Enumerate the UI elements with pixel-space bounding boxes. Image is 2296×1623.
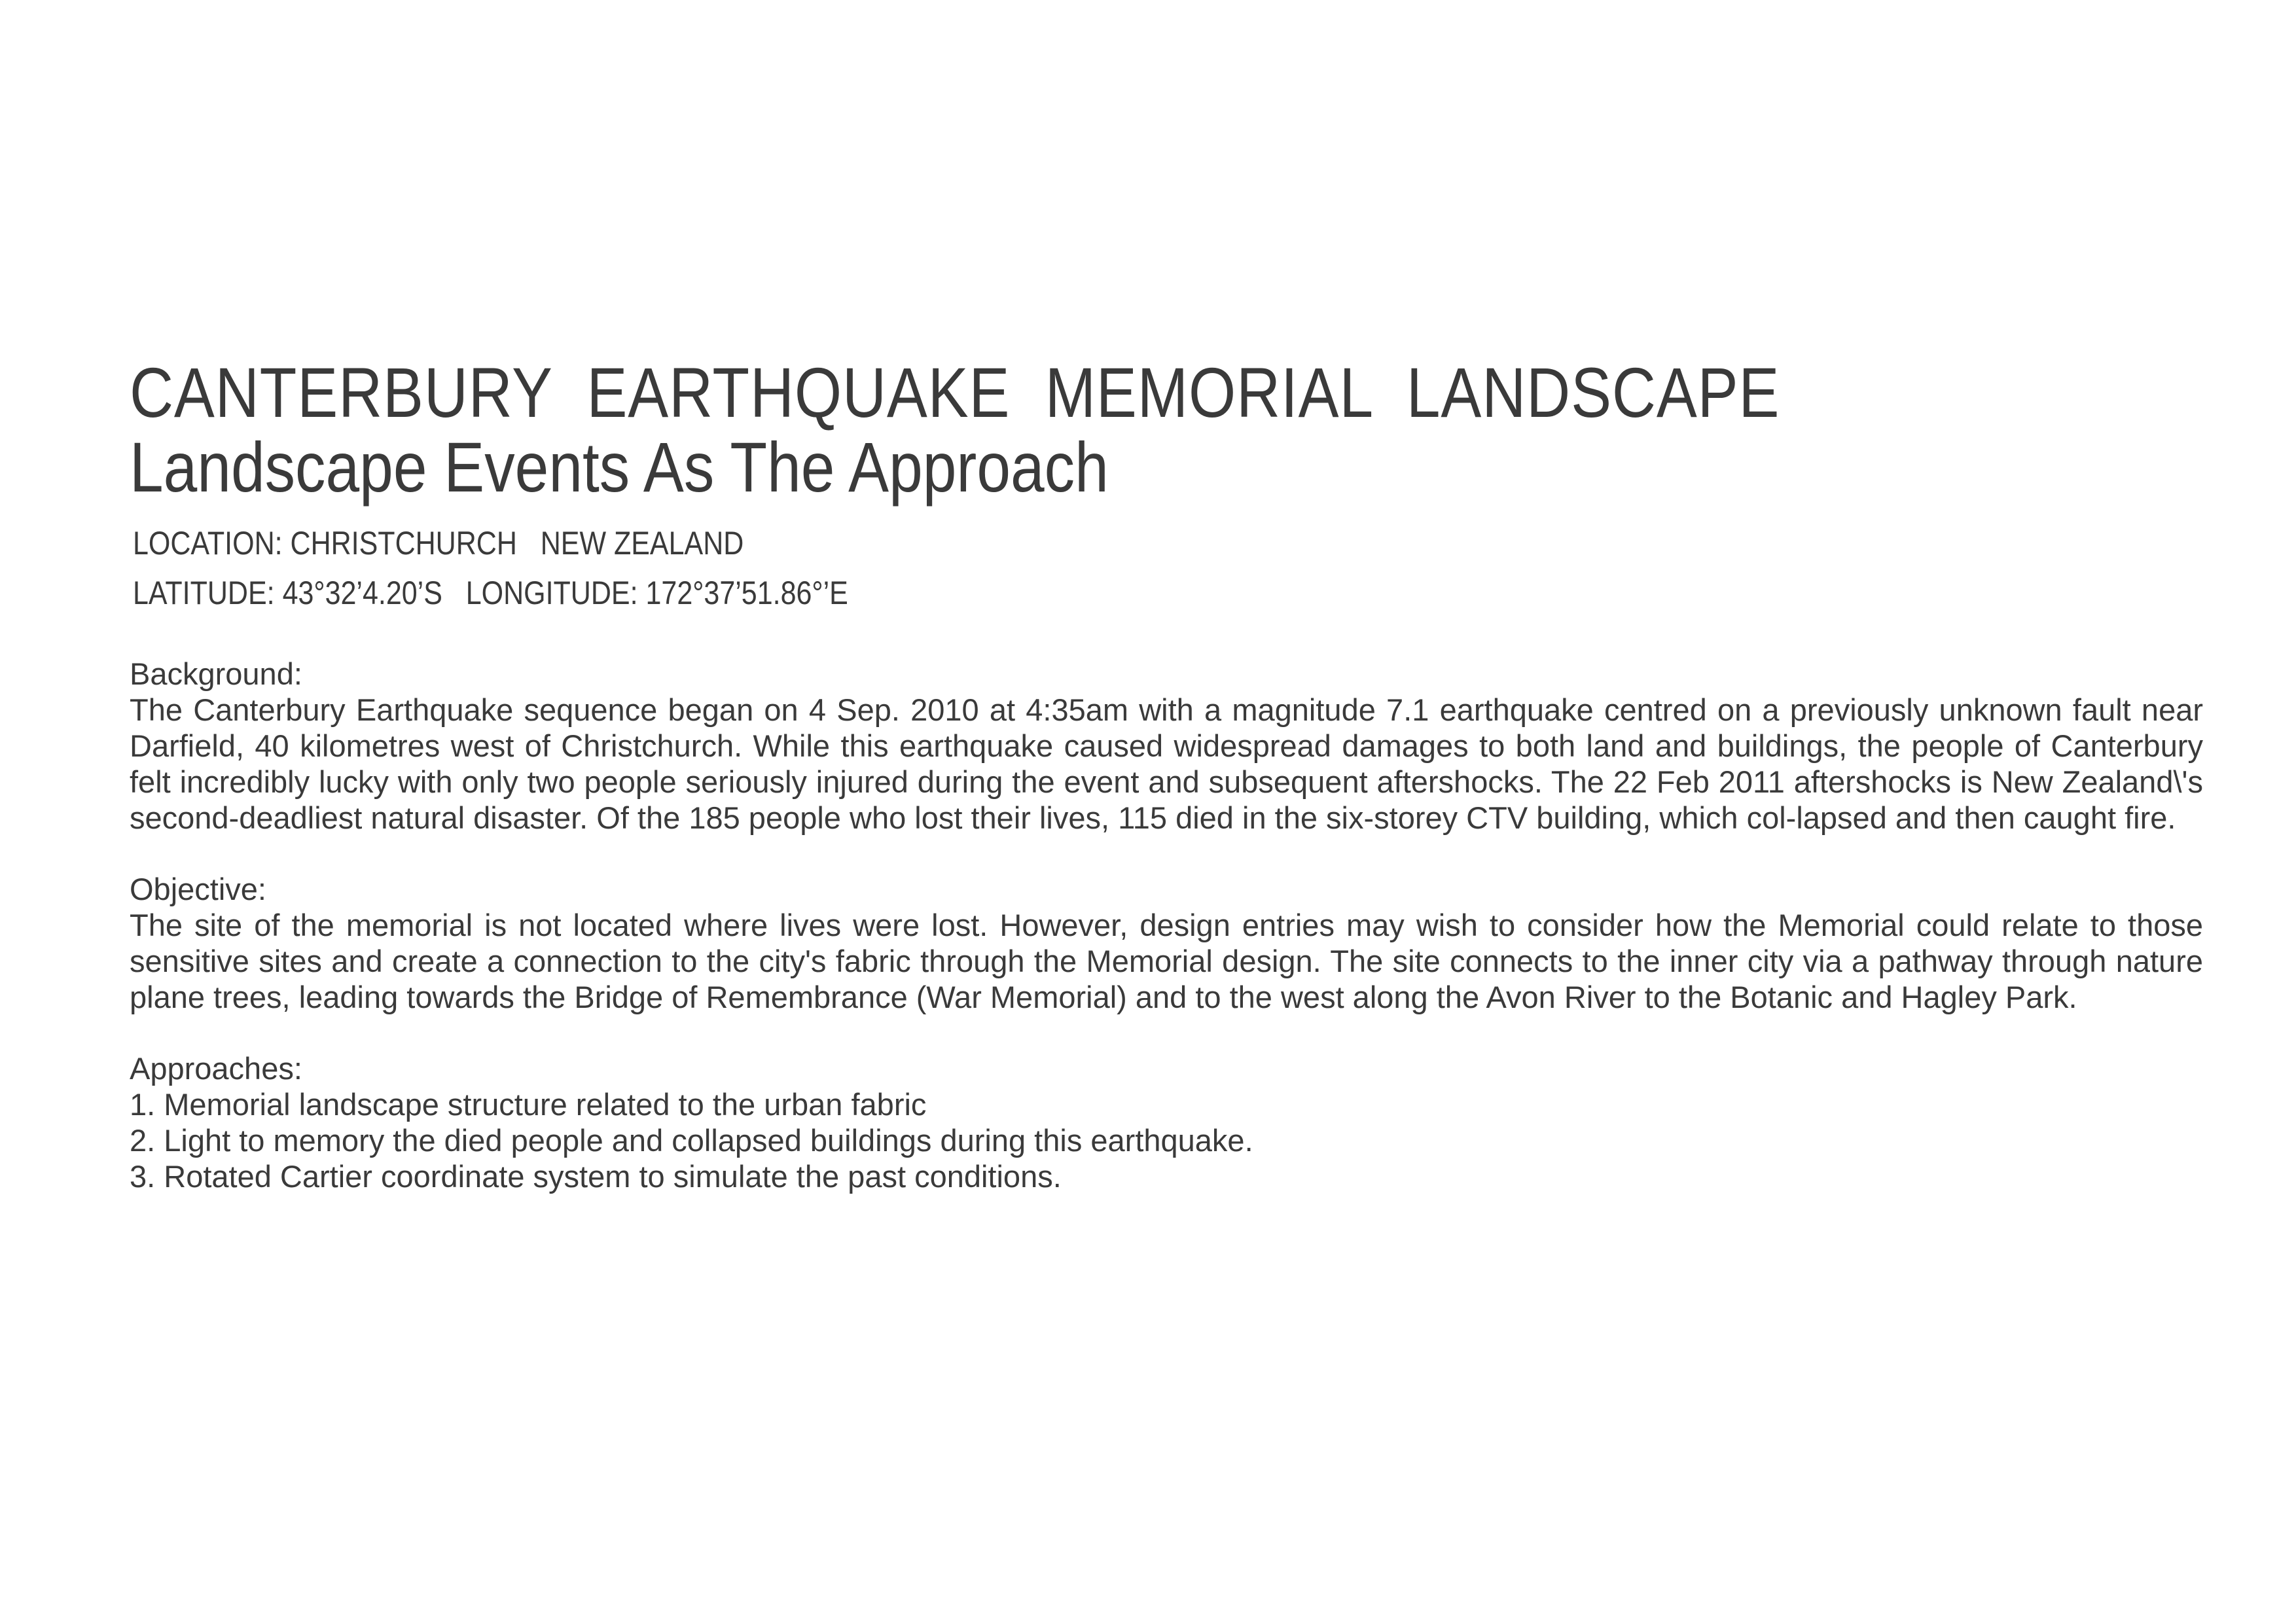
approach-item: 2. Light to memory the died people and collapsed buildings during this earthquake.: [130, 1123, 1253, 1158]
approaches-list: [130, 1086, 2203, 1194]
coordinates-line: LATITUDE: 43°32’4.20’S LONGITUDE: 172°37’51.86°’E: [133, 575, 848, 611]
approaches-section: [130, 1050, 2203, 1194]
approaches-heading: Approaches:: [130, 1051, 302, 1086]
approach-item: 3. Rotated Cartier coordinate system to simulate the past conditions.: [130, 1159, 1062, 1194]
objective-section: [130, 871, 2203, 1015]
approach-item: 1. Memorial landscape structure related to the urban fabric: [130, 1087, 927, 1122]
background-body: The Canterbury Earthquake sequence began on 4 Sep. 2010 at 4:35am with a magnitude 7.1 earthquake centred on a previously unknown fault near Darfield, 40 kilometres west of Christchurch. While this earthquake caused widespread damages to both land and buildings, the people of Canterbury felt incredibly lucky with only two people seriously injured during the event and subsequent aftershocks. The 22 Feb 2011 aftershocks is New Zealand\'s second-deadliest natural disaster. Of the 185 people who lost their lives, 115 died in the six-storey CTV building, which col-lapsed and then caught fire.: [130, 692, 2203, 835]
location-line: LOCATION: CHRISTCHURCH NEW ZEALAND: [133, 525, 744, 562]
page-subtitle: Landscape Events As The Approach: [130, 427, 1109, 507]
objective-body: The site of the memorial is not located where lives were lost. However, design entries may wish to consider how the Memorial could relate to those sensitive sites and create a connection to the city's fabric through the Memorial design. The site connects to the inner city via a pathway through nature plane trees, leading towards the Bridge of Remembrance (War Memorial) and to the west along the Avon River to the Botanic and Hagley Park.: [130, 908, 2203, 1014]
background-section: [130, 656, 2203, 836]
objective-heading: Objective:: [130, 872, 266, 906]
background-heading: Background:: [130, 656, 302, 691]
page-title: CANTERBURY EARTHQUAKE MEMORIAL LANDSCAPE: [130, 353, 1780, 432]
text-sections: [130, 656, 2203, 1230]
